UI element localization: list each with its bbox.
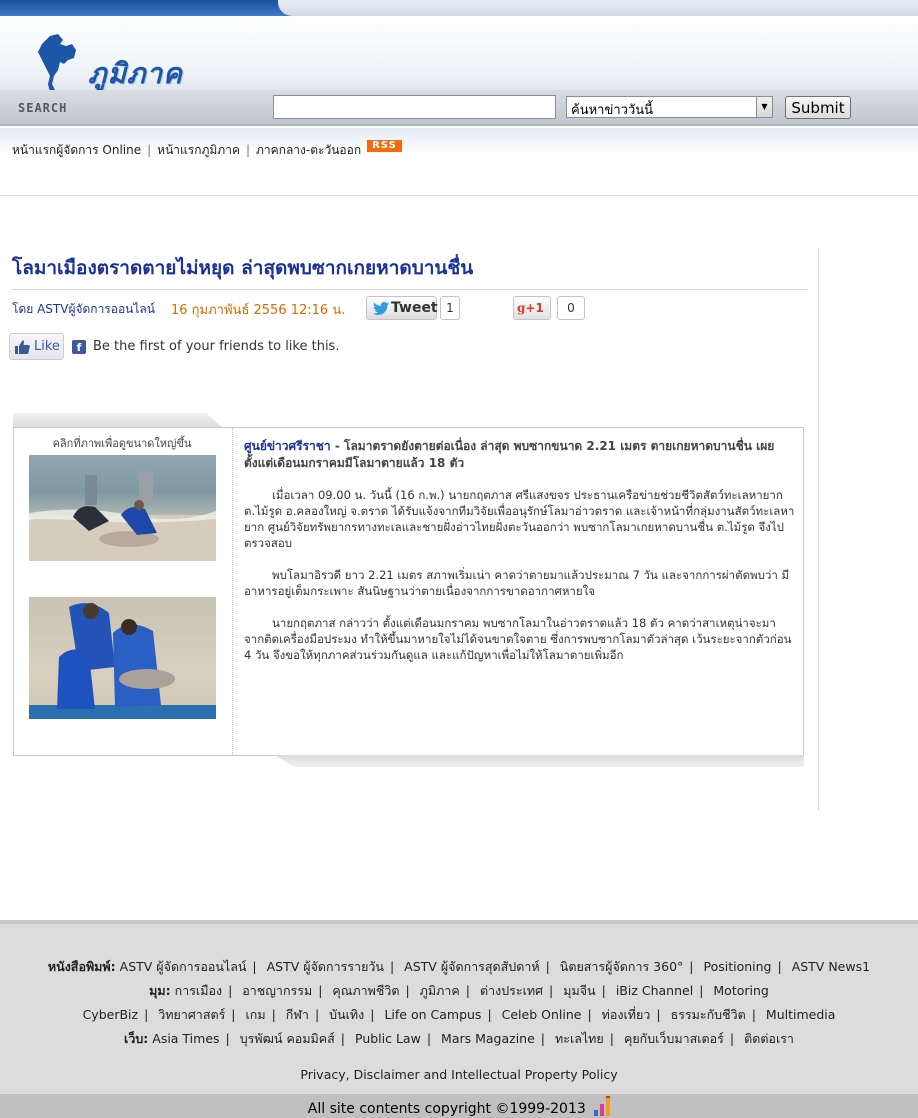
footer-link[interactable]: เกม — [245, 1007, 266, 1022]
footer-separator: | — [699, 983, 704, 998]
article-byline: โดย ASTVผู้จัดการออนไลน์ — [12, 302, 155, 316]
box-tab-bottom — [274, 755, 804, 767]
footer-link[interactable]: ติดต่อเรา — [744, 1031, 794, 1046]
lead-source-link[interactable]: ศูนย์ข่าวศรีราชา — [244, 439, 331, 453]
like-label: Like — [34, 339, 60, 354]
facebook-social-text: Be the first of your friends to like this. — [93, 339, 340, 354]
nav-link-central-east[interactable]: ภาคกลาง-ตะวันออก — [256, 143, 362, 157]
search-label: SEARCH — [18, 101, 68, 115]
footer-link[interactable]: บุรพัฒน์ คอมมิคส์ — [239, 1031, 335, 1046]
photo-1-illustration — [29, 455, 216, 561]
article-paragraph-1: เมื่อเวลา 09.00 น. วันนี้ (16 ก.พ.) นายกฤตภาส ศรีแสงขจร ประธานเครือข่ายช่วยชีวิตสัตว์ทะเลหายาก ต.ไม้รูด อ.คลองใหญ่ จ.ตราด ได้รับแจ้งจากทีมวิจัยเพื่ออนุรักษ์โลมาอ่าวตราด และเจ้าหน้าที่กลุ่มงานสัตว์ทะเลหายาก ศูนย์วิจัยทรัพยากรทางทะเลและชายฝั่งอ่าวไทยฝั่งตะวันออกว่า พบซากโลมาเกยหาดบานชื่น ต.ไม้รูด จึงไปตรวจสอบ — [244, 488, 795, 550]
nav-separator: | — [245, 143, 251, 157]
copyright-bar — [0, 1094, 918, 1118]
footer-separator: | — [405, 983, 410, 998]
google-plus-count: 0 — [557, 296, 585, 320]
nav-link-regional-home[interactable]: หน้าแรกภูมิภาค — [157, 143, 240, 157]
column-divider — [818, 248, 819, 810]
footer-label-corners: มุม: — [149, 983, 171, 998]
footer-link[interactable]: Multimedia — [765, 1007, 836, 1022]
footer-link[interactable]: Positioning — [703, 959, 772, 974]
footer-separator: | — [231, 1007, 236, 1022]
footer-link[interactable]: Mars Magazine — [441, 1031, 535, 1046]
footer-separator: | — [549, 983, 554, 998]
footer-separator: | — [389, 959, 395, 974]
footer-row-webs — [0, 1029, 918, 1049]
footer-link[interactable]: CyberBiz — [82, 1007, 139, 1022]
footer-separator: | — [609, 1031, 614, 1046]
top-bar-right — [278, 0, 918, 16]
tweet-count: 1 — [440, 296, 460, 320]
article-title: โลมาเมืองตราดตายไม่หยุด ล่าสุดพบซากเกยหาดบานชื่น — [12, 253, 808, 290]
footer-separator: | — [318, 983, 323, 998]
footer-link[interactable]: ท่องเที่ยว — [601, 1007, 651, 1022]
footer-label-newspapers: หนังสือพิมพ์: — [47, 959, 116, 974]
footer-separator: | — [144, 1007, 149, 1022]
footer-link[interactable]: Motoring — [713, 983, 769, 998]
footer-link[interactable]: อาชญากรรม — [242, 983, 313, 998]
thumbs-up-icon — [15, 340, 30, 354]
nav-separator: | — [147, 143, 152, 157]
footer-link[interactable]: ภูมิภาค — [419, 983, 460, 998]
lead-text: - โลมาตราดยังตายต่อเนื่อง ล่าสุด พบซากขนาด 2.21 เมตร ตายเกยหาดบานชื่น เผยตั้งแต่เดือนมกราคมมีโลมาตายแล้ว 18 ตัว — [244, 439, 775, 470]
footer-separator: | — [487, 1007, 492, 1022]
tweet-button[interactable] — [366, 296, 437, 320]
footer-link[interactable]: ASTV News1 — [791, 959, 871, 974]
article-photo-1[interactable] — [29, 455, 216, 561]
search-scope-select[interactable] — [566, 96, 773, 118]
footer-row-sections — [0, 1005, 918, 1025]
footer-separator: | — [228, 983, 233, 998]
footer-link[interactable]: ASTV ผู้จัดการรายวัน — [266, 959, 384, 974]
footer-link[interactable]: ต่างประเทศ — [479, 983, 544, 998]
article-paragraph-2: พบโลมาอิรวดี ยาว 2.21 เมตร สภาพเริ่มเน่า คาดว่าตายมาแล้วประมาณ 7 วัน และจากการผ่าตัดพบว่า มีอาหารอยู่เต็มกระเพาะ สันนิษฐานว่าตายเนื่องจากการขาดอากาศหายใจ — [244, 568, 790, 598]
tweet-label: Tweet — [391, 300, 438, 316]
footer-link[interactable]: มุมจีน — [563, 983, 596, 998]
article-photo-2[interactable] — [29, 597, 216, 719]
footer-separator: | — [587, 1007, 592, 1022]
footer-link[interactable]: iBiz Channel — [615, 983, 694, 998]
google-plus-button[interactable] — [513, 296, 551, 320]
footer-link[interactable]: การเมือง — [174, 983, 223, 998]
footer-link[interactable]: บันเทิง — [329, 1007, 365, 1022]
footer-link[interactable]: ASTV ผู้จัดการออนไลน์ — [119, 959, 247, 974]
footer-link[interactable]: นิตยสารผู้จัดการ 360° — [559, 959, 684, 974]
footer-separator: | — [252, 959, 257, 974]
photo-2-illustration — [29, 597, 216, 719]
twitter-bird-icon — [373, 302, 389, 315]
article-date: 16 กุมภาพันธ์ 2556 12:16 น. — [171, 303, 346, 318]
footer-link[interactable]: คุยกับเว็บมาสเตอร์ — [623, 1031, 724, 1046]
footer-separator: | — [271, 1007, 276, 1022]
breadcrumb — [12, 141, 402, 160]
footer-separator: | — [545, 959, 550, 974]
facebook-icon: f — [72, 340, 86, 354]
facebook-like-button[interactable] — [9, 333, 64, 360]
footer-link[interactable]: Life on Campus — [384, 1007, 482, 1022]
google-plus-icon: g — [517, 301, 526, 315]
search-bar — [0, 90, 918, 126]
footer-separator: | — [370, 1007, 375, 1022]
article-lead — [244, 438, 792, 472]
privacy-link[interactable]: Privacy, Disclaimer and Intellectual Property Policy — [300, 1067, 618, 1082]
footer-link[interactable]: คุณภาพชีวิต — [332, 983, 400, 998]
footer-separator: | — [225, 1031, 230, 1046]
footer-label-webs: เว็บ: — [124, 1031, 149, 1046]
footer-row-corners — [0, 981, 918, 1001]
footer-separator: | — [689, 959, 694, 974]
footer-link[interactable]: กีฬา — [285, 1007, 309, 1022]
footer-separator: | — [601, 983, 606, 998]
footer-row-newspapers — [0, 957, 918, 977]
footer-separator: | — [340, 1031, 346, 1046]
search-scope-value: ค้นหาข่าววันนี้ — [571, 103, 654, 118]
article-paragraph-3: นายกฤตภาส กล่าวว่า ตั้งแต่เดือนมกราคม พบซากโลมาในอ่าวตราดแล้ว 18 ตัว คาดว่าสาเหตุน่าจะมาจากติดเครื่องมือประมง ทำให้ขึ้นมาหายใจไม่ได้จนขาดใจตาย ซึ่งการพบซากโลมาตัวล่าสุด เว้นระยะจากตัวก่อน 4 วัน จึงขอให้ทุกภาคส่วนร่วมกันดูแล และแก้ปัญหาเพื่อไม่ให้โลมาตายเพิ่มอีก — [244, 616, 792, 662]
nav-link-manager-online[interactable]: หน้าแรกผู้จัดการ Online — [12, 143, 142, 157]
footer-link[interactable]: Celeb Online — [501, 1007, 582, 1022]
submit-button[interactable]: Submit — [785, 96, 851, 119]
footer-link[interactable]: Asia Times — [152, 1031, 220, 1046]
footer-link[interactable]: Public Law — [355, 1031, 421, 1046]
footer-link[interactable]: วิทยาศาสตร์ — [158, 1007, 226, 1022]
site-header — [0, 16, 918, 90]
breadcrumb-nav — [0, 128, 918, 196]
footer-separator: | — [426, 1031, 432, 1046]
copyright-text: All site contents copyright ©1999-2013 — [307, 1101, 586, 1117]
search-input[interactable] — [273, 95, 556, 119]
footer-separator: | — [314, 1007, 320, 1022]
footer-link[interactable]: ASTV ผู้จัดการสุดสัปดาห์ — [404, 959, 540, 974]
footer-separator: | — [729, 1031, 735, 1046]
footer-link[interactable]: ธรรมะกับชีวิต — [670, 1007, 746, 1022]
site-footer — [0, 920, 918, 1118]
chevron-down-icon[interactable]: ▼ — [756, 97, 772, 117]
google-plus-label: +1 — [525, 301, 544, 315]
site-logo-text[interactable]: ภูมิภาค — [88, 57, 183, 90]
photo-caption: คลิกที่ภาพเพื่อดูขนาดใหญ่ขึ้น — [52, 437, 192, 450]
box-tab-top — [13, 413, 223, 428]
footer-separator: | — [465, 983, 470, 998]
box-divider — [232, 428, 233, 755]
stats-bars-icon — [594, 1096, 610, 1116]
footer-separator: | — [751, 1007, 756, 1022]
footer-separator: | — [656, 1007, 661, 1022]
rss-badge[interactable]: RSS — [367, 140, 402, 152]
footer-separator: | — [540, 1031, 546, 1046]
footer-separator: | — [777, 959, 782, 974]
footer-link[interactable]: ทะเลไทย — [555, 1031, 604, 1046]
